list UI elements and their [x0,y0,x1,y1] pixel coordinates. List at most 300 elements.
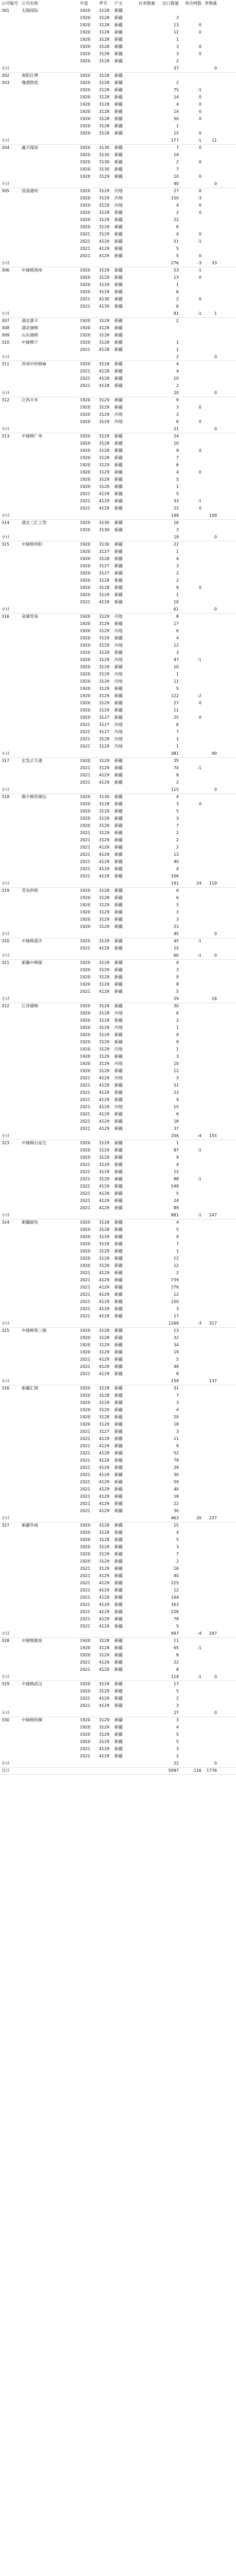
table-cell: 23 [173,924,179,929]
table-cell [2,50,24,58]
table-cell [201,678,217,685]
table-cell [201,1205,217,1212]
table-cell: 内地 [114,419,123,424]
table-cell: 新疆 [114,1415,123,1419]
table-cell: 新疆 [114,1097,123,1102]
table-cell [179,1471,201,1479]
table-cell [22,1291,68,1298]
table-cell: 新疆 [114,492,123,496]
table-cell [179,923,201,930]
table-cell [22,988,68,995]
table-cell: 2021 [80,1444,91,1448]
table-cell [130,1544,155,1551]
table-cell [2,1356,24,1363]
table-cell [130,584,155,591]
table-row [0,29,236,36]
table-cell: 150 [171,1299,179,1304]
table-cell [2,238,24,245]
table-cell: 5 [176,477,179,482]
table-cell [179,541,201,548]
table-cell: 2021 [80,1299,91,1304]
table-cell: 2 [176,318,179,323]
table-cell [130,1745,155,1753]
table-cell [2,1082,24,1089]
table-cell [22,916,68,923]
table-cell [201,555,217,563]
table-cell: 3129 [99,621,110,626]
table-cell [179,166,201,173]
table-cell: 308 [2,326,10,330]
table-row [0,440,236,447]
table-cell: 4129 [99,1090,110,1095]
table-cell [130,858,155,866]
table-cell: 新疆 [114,686,123,691]
table-cell: 新疆 [114,1537,123,1542]
table-cell: 新疆 [114,15,123,20]
table-cell: 3129 [99,657,110,662]
table-cell [130,822,155,829]
table-cell: 106 [171,874,179,878]
table-cell [114,880,129,887]
table-cell [22,902,68,909]
table-cell [2,1284,24,1291]
table-cell [179,1479,201,1486]
table-cell [22,14,68,22]
table-cell [22,454,68,462]
table-cell [130,1572,155,1580]
table-cell [130,534,155,541]
table-cell: 新疆中棉储 [22,960,42,965]
table-cell [201,692,217,700]
table-cell [2,1580,24,1587]
subtotal-row [0,180,236,188]
table-cell: 3129 [99,434,110,438]
table-cell: -1 [197,268,201,273]
table-cell [2,130,24,137]
table-cell: 内地 [114,730,123,734]
table-row [0,1457,236,1464]
table-row [0,1096,236,1104]
table-cell [2,1450,24,1457]
table-cell [22,1075,68,1082]
table-cell [130,1118,155,1125]
table-cell [130,570,155,577]
table-cell [22,974,68,981]
table-cell: 新疆 [114,1234,123,1239]
table-cell: 8 [176,773,179,777]
table-row [0,671,236,678]
table-cell [130,108,155,115]
table-cell: 新疆 [114,333,123,337]
table-cell [130,1248,155,1255]
table-cell [179,1385,201,1392]
table-cell: -1 [197,499,201,503]
table-cell: 3129 [99,203,110,208]
table-row [0,959,236,967]
table-row [0,252,236,260]
table-cell: 3128 [99,15,110,20]
table-cell [22,945,68,952]
table-cell: 317 [2,758,10,763]
table-cell [201,289,217,296]
table-cell: 3129 [99,189,110,193]
table-row [0,829,236,837]
table-cell: 30 [173,1004,179,1008]
table-cell: 新疆 [114,780,123,785]
table-cell [130,1197,155,1205]
table-cell: 12 [173,1263,179,1268]
table-cell: 4129 [99,1487,110,1492]
table-cell [130,1709,155,1717]
table-cell [2,289,24,296]
table-cell: 312 [2,398,10,402]
table-cell [22,1666,68,1673]
table-cell: 豫盛物流 [22,80,38,85]
table-cell: 88 [173,1177,179,1181]
table-cell [130,664,155,671]
table-cell: 3 [176,650,179,655]
table-cell [201,873,217,880]
table-cell [2,1233,24,1241]
table-cell [22,995,68,1003]
table-cell [22,1399,68,1406]
table-cell: 新疆 [114,102,123,107]
table-cell: 4 [176,867,179,871]
table-cell: 3129 [99,982,110,987]
table-cell [22,195,68,202]
table-cell: 0 [214,787,217,792]
table-cell: 3130 [99,794,110,799]
table-cell: 2021 [80,1602,91,1607]
table-cell [2,916,24,923]
table-cell [179,1031,201,1039]
table-cell [2,1587,24,1594]
subtotal-row [0,310,236,318]
table-cell [201,851,217,858]
table-cell [22,1645,68,1652]
table-cell [22,36,68,43]
table-cell: 12 [173,1588,179,1592]
table-cell: 6 [176,225,179,229]
table-cell [130,14,155,22]
table-cell: 新疆 [114,564,123,568]
table-cell: 小计 [2,931,10,936]
table-cell [201,498,217,505]
table-cell: 109 [209,513,217,518]
table-cell [22,1010,68,1017]
table-cell [201,79,217,87]
table-cell [179,1197,201,1205]
table-cell: 4129 [99,1480,110,1484]
table-cell [2,1183,24,1190]
table-cell [179,707,201,714]
table-cell: 3128 [99,109,110,114]
table-cell [22,894,68,902]
table-cell [179,822,201,829]
table-cell: 2021 [80,1609,91,1614]
table-cell: 3 [176,1747,179,1751]
table-cell: 1920 [80,80,91,85]
table-cell [22,736,68,743]
table-cell [130,1428,155,1435]
table-cell [2,1039,24,1046]
table-cell [22,1226,68,1233]
table-cell: 9 [176,398,179,402]
table-cell: 159 [171,1379,179,1383]
table-row [0,1695,236,1702]
table-cell [179,1608,201,1616]
table-cell [201,505,217,512]
table-cell: 3128 [99,1328,110,1333]
table-cell: 中储棉宁 [22,340,38,345]
table-cell [201,577,217,584]
table-cell [2,1342,24,1349]
table-cell: 1920 [80,715,91,720]
table-cell: 1920 [80,1725,91,1730]
table-cell [22,1370,68,1378]
table-cell: 3129 [99,210,110,215]
table-cell: 3127 [99,549,110,554]
table-cell [22,1349,68,1356]
table-cell: 0 [214,953,217,958]
table-cell [22,296,68,303]
table-cell [22,728,68,736]
table-cell [179,1565,201,1572]
table-cell [130,274,155,281]
table-cell: 新疆 [114,809,123,814]
table-cell: 新疆 [114,1595,123,1600]
table-cell: 2021 [80,859,91,864]
table-cell [2,209,24,216]
table-cell: 2021 [80,1184,91,1189]
table-cell: 新疆 [114,665,123,669]
table-cell: 3129 [99,1155,110,1160]
table-cell [2,195,24,202]
table-cell [201,22,217,29]
table-cell [114,1515,129,1522]
table-cell [179,1760,201,1767]
table-cell: 18 [211,996,217,1001]
table-cell: 8 [176,1653,179,1657]
table-cell: 548 [171,1184,179,1189]
table-cell: 3129 [99,225,110,229]
table-row [0,469,236,476]
table-cell [114,534,129,541]
table-cell [130,728,155,736]
table-cell [179,281,201,289]
table-cell: 3128 [99,578,110,583]
table-cell [201,151,217,159]
table-row [0,613,236,620]
table-cell [130,1457,155,1464]
table-cell [179,1298,201,1306]
table-cell [130,231,155,238]
table-cell [179,1464,201,1471]
table-cell [22,721,68,728]
table-cell [22,245,68,252]
table-cell: 4129 [99,946,110,951]
table-cell [130,483,155,490]
table-cell [201,50,217,58]
table-cell: 新疆 [114,376,123,381]
table-cell: 3129 [99,1559,110,1564]
table-cell: 3129 [99,463,110,467]
table-row [0,1443,236,1450]
table-cell: 2021 [80,1501,91,1506]
table-cell: 2021 [80,744,91,749]
table-row [0,238,236,245]
table-row [0,1753,236,1760]
table-cell [130,1183,155,1190]
table-cell: 新疆 [114,874,123,878]
table-cell: 20 [173,391,179,395]
table-cell [130,87,155,94]
table-cell: 61 [173,607,179,612]
table-cell: 18 [173,1119,179,1124]
table-cell [130,1024,155,1031]
subtotal-row [0,880,236,888]
table-cell: 7 [176,1242,179,1246]
table-cell [130,1291,155,1298]
table-cell [2,671,24,678]
table-cell [201,1457,217,1464]
table-cell: 3128 [99,1018,110,1023]
table-cell [2,1500,24,1507]
table-cell: 10 [173,665,179,669]
table-cell [130,433,155,440]
table-cell: 2021 [80,253,91,258]
table-cell [2,844,24,851]
table-row [0,1580,236,1587]
table-cell [130,1414,155,1421]
table-cell: 4129 [99,246,110,251]
table-cell: 3129 [99,701,110,705]
table-cell: 3128 [99,585,110,590]
table-cell [201,671,217,678]
table-cell [179,635,201,642]
table-cell: 4129 [99,1184,110,1189]
table-cell: 1920 [80,1552,91,1556]
table-cell: 2021 [80,1703,91,1708]
table-cell: 4 [176,470,179,474]
table-cell [22,462,68,469]
table-cell [2,700,24,707]
table-cell [130,1616,155,1623]
table-cell [2,1067,24,1075]
table-cell: 3129 [99,412,110,417]
subtotal-row [0,1378,236,1385]
table-cell [201,202,217,209]
table-cell [22,1608,68,1616]
table-cell [22,584,68,591]
table-cell [179,332,201,339]
table-cell: 3128 [99,1227,110,1232]
table-cell: 2 [176,571,179,575]
table-cell [80,1630,97,1637]
table-cell [22,1298,68,1306]
table-cell [2,1738,24,1745]
subtotal-row [0,606,236,614]
table-cell: 3129 [99,614,110,619]
table-cell: 8 [176,982,179,987]
table-cell [201,1168,217,1176]
table-cell [22,555,68,563]
table-cell [22,1197,68,1205]
table-cell [22,1507,68,1515]
table-cell: 1 [176,1047,179,1052]
table-cell [130,1320,155,1327]
table-cell: 3129 [99,1025,110,1030]
table-cell [2,721,24,728]
table-cell [130,1168,155,1176]
table-cell [22,967,68,974]
table-cell [130,462,155,469]
table-cell: 新疆 [114,1451,123,1455]
table-cell [130,1392,155,1399]
table-cell: 江苏储棉 [22,1004,38,1008]
table-row [0,1399,236,1406]
table-cell [130,202,155,209]
table-row [0,289,236,296]
table-row [0,1435,236,1443]
table-cell [2,1168,24,1176]
table-cell: 4129 [99,780,110,785]
table-cell [22,1479,68,1486]
table-cell [22,1154,68,1161]
table-cell: 新疆 [114,1487,123,1492]
table-cell: 1920 [80,1343,91,1347]
table-cell [130,512,155,519]
table-cell [201,1479,217,1486]
table-cell [80,1320,97,1327]
table-cell [2,570,24,577]
table-cell: 3 [176,903,179,907]
table-cell: 4129 [99,773,110,777]
table-cell [201,613,217,620]
table-cell: 1920 [80,621,91,626]
table-cell: 新疆 [114,217,123,222]
table-cell [130,1255,155,1262]
table-cell: 4129 [99,1458,110,1463]
table-cell [2,1075,24,1082]
table-cell: 1920 [80,1256,91,1261]
table-cell [201,1241,217,1248]
table-cell [22,50,68,58]
table-cell [201,635,217,642]
table-row [0,1522,236,1529]
table-cell: -1 [197,1213,201,1217]
table-cell [2,1572,24,1580]
table-cell: 59 [173,1480,179,1484]
table-cell [130,700,155,707]
table-cell [2,728,24,736]
table-cell: 4129 [99,1191,110,1196]
table-cell: 1920 [80,1559,91,1564]
table-cell: 1920 [80,124,91,128]
table-cell [22,1392,68,1399]
table-cell [22,786,68,793]
table-cell [130,289,155,296]
table-cell [201,923,217,930]
table-cell [201,440,217,447]
table-cell [2,649,24,656]
table-cell: 内地 [114,189,123,193]
table-cell [179,245,201,252]
table-cell [179,1450,201,1457]
table-cell: 2 [176,59,179,63]
table-cell: 0 [198,145,201,150]
table-cell: 新疆 [114,290,123,294]
